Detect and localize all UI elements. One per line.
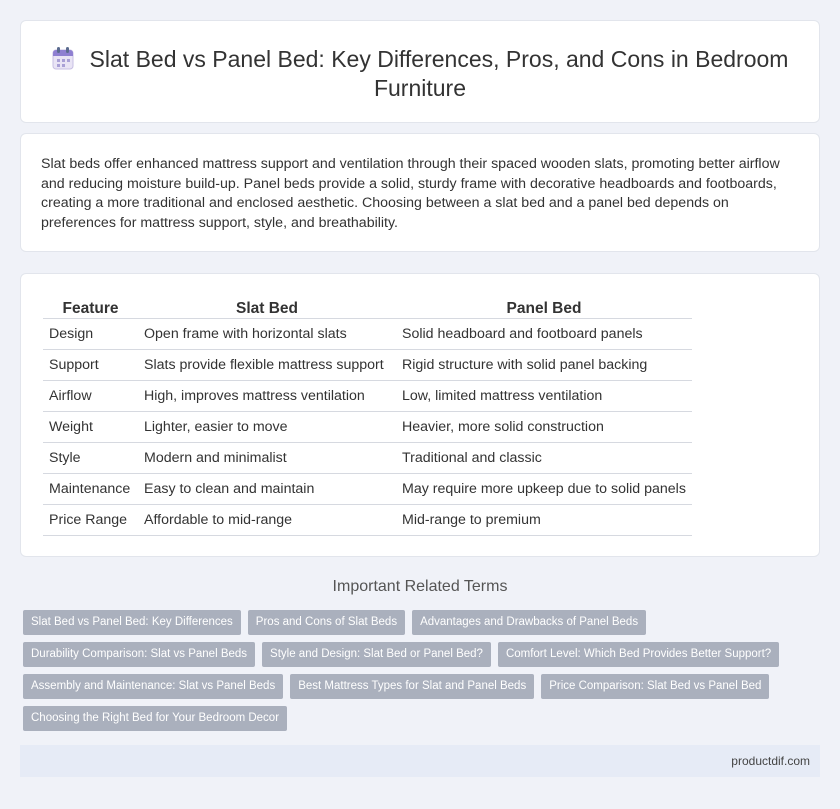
table-cell: Solid headboard and footboard panels	[396, 318, 692, 349]
related-term-tag[interactable]: Assembly and Maintenance: Slat vs Panel Beds	[23, 674, 283, 699]
related-term-tag[interactable]: Price Comparison: Slat Bed vs Panel Bed	[541, 674, 769, 699]
intro-card	[20, 133, 820, 252]
page-title-text: Slat Bed vs Panel Bed: Key Differences, Pros, and Cons in Bedroom Furniture	[89, 46, 789, 101]
table-cell: Traditional and classic	[396, 442, 692, 473]
header-slat-bed: Slat Bed	[138, 296, 396, 318]
related-term-tag[interactable]: Durability Comparison: Slat vs Panel Beds	[23, 642, 255, 667]
table-cell: Maintenance	[43, 473, 138, 504]
table-cell: Weight	[43, 411, 138, 442]
calendar-icon	[52, 46, 74, 70]
table-cell: Airflow	[43, 380, 138, 411]
table-cell: Easy to clean and maintain	[138, 473, 396, 504]
table-cell: Mid-range to premium	[396, 504, 692, 535]
table-cell: Open frame with horizontal slats	[138, 318, 396, 349]
footer-bar	[20, 745, 820, 777]
related-terms-title: Important Related Terms	[332, 578, 508, 595]
table-row	[43, 504, 692, 535]
table-cell: Price Range	[43, 504, 138, 535]
intro-paragraph: Slat beds offer enhanced mattress support and ventilation through their spaced wooden slats, promoting better airflow and reducing moisture build-up. Panel beds provide a solid, sturdy frame with decorative headboards and footboards, creating a more traditional and enclosed aesthetic. Choosing between a slat bed and a panel bed depends on preferences for mattress support, style, and breathability.	[41, 156, 780, 231]
comparison-card	[20, 273, 820, 557]
title-card	[20, 20, 820, 123]
related-term-tag[interactable]: Slat Bed vs Panel Bed: Key Differences	[23, 610, 241, 635]
table-row	[43, 318, 692, 349]
header-panel-bed: Panel Bed	[396, 296, 692, 318]
table-row	[43, 442, 692, 473]
table-cell: Modern and minimalist	[138, 442, 396, 473]
table-cell: High, improves mattress ventilation	[138, 380, 396, 411]
header-feature: Feature	[43, 296, 138, 318]
table-cell: May require more upkeep due to solid panels	[396, 473, 692, 504]
related-terms-list	[23, 610, 798, 738]
table-row	[43, 473, 692, 504]
footer-site-name: productdif.com	[731, 754, 810, 768]
table-cell: Heavier, more solid construction	[396, 411, 692, 442]
table-cell: Low, limited mattress ventilation	[396, 380, 692, 411]
related-term-tag[interactable]: Choosing the Right Bed for Your Bedroom Decor	[23, 706, 287, 731]
table-cell: Support	[43, 349, 138, 380]
related-term-tag[interactable]: Comfort Level: Which Bed Provides Better Support?	[498, 642, 779, 667]
related-term-tag[interactable]: Best Mattress Types for Slat and Panel Beds	[290, 674, 534, 699]
table-row	[43, 349, 692, 380]
table-cell: Rigid structure with solid panel backing	[396, 349, 692, 380]
related-term-tag[interactable]: Style and Design: Slat Bed or Panel Bed?	[262, 642, 491, 667]
table-cell: Slats provide flexible mattress support	[138, 349, 396, 380]
table-cell: Affordable to mid-range	[138, 504, 396, 535]
page-title	[21, 45, 819, 103]
table-cell: Design	[43, 318, 138, 349]
table-cell: Style	[43, 442, 138, 473]
table-header-row	[43, 296, 692, 318]
comparison-table	[43, 296, 692, 536]
table-cell: Lighter, easier to move	[138, 411, 396, 442]
related-term-tag[interactable]: Advantages and Drawbacks of Panel Beds	[412, 610, 646, 635]
table-row	[43, 411, 692, 442]
related-term-tag[interactable]: Pros and Cons of Slat Beds	[248, 610, 405, 635]
table-row	[43, 380, 692, 411]
